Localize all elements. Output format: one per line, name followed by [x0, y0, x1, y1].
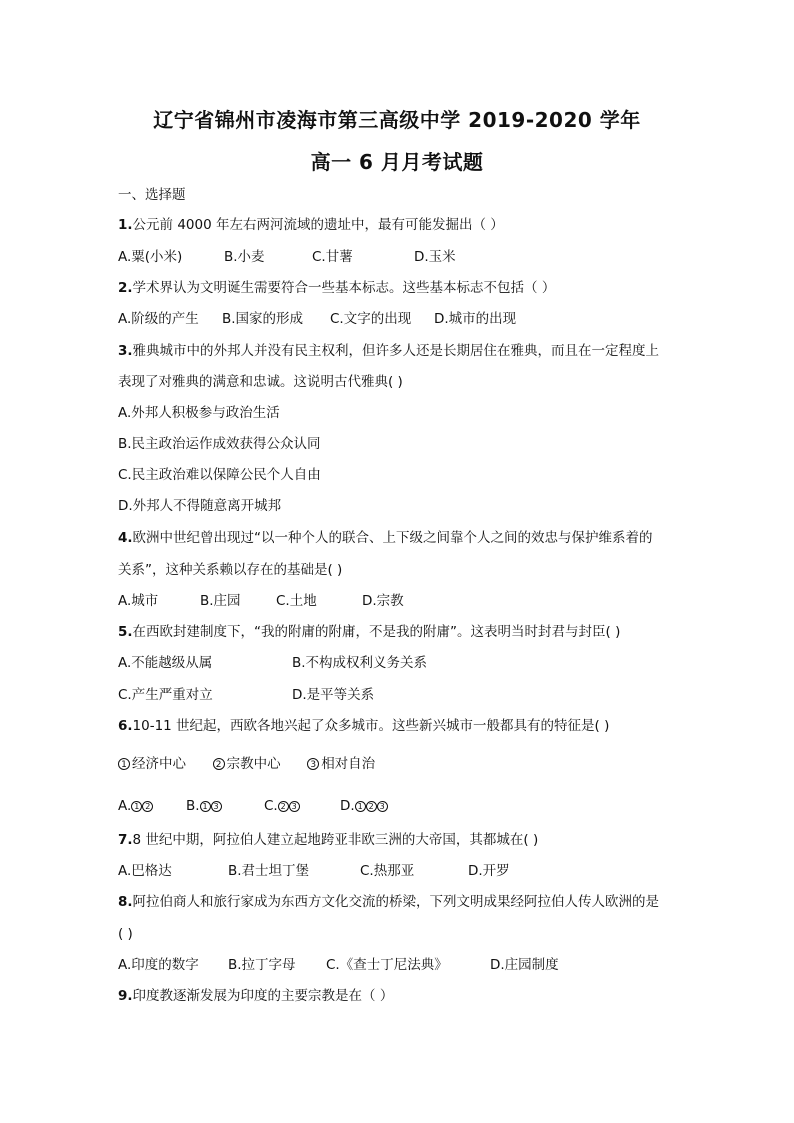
question-5-number: 5. [118, 624, 133, 640]
q4-option-d: D.宗教 [362, 593, 404, 609]
q2-option-a: A.阶级的产生 [118, 311, 199, 327]
question-4-number: 4. [118, 530, 133, 546]
q6-option-d-mark-2: 2 [366, 801, 377, 812]
exam-title-line2: 高一 6 月月考试题 [310, 150, 484, 174]
q3-option-c: C.民主政治难以保障公民个人自由 [118, 467, 321, 483]
q6-option-c [264, 797, 300, 815]
q7-option-b: B.君士坦丁堡 [228, 863, 310, 879]
question-7 [118, 831, 538, 849]
q1-option-d: D.玉米 [414, 249, 456, 265]
question-4 [118, 529, 653, 547]
question-3-text-line2: 表现了对雅典的满意和忠诚。这说明古代雅典( ) [118, 374, 403, 390]
q6-option-d-mark-1: 1 [355, 801, 366, 812]
question-6 [118, 717, 609, 735]
question-3-number: 3. [118, 343, 133, 359]
q6-option-b [186, 797, 222, 815]
question-8-number: 8. [118, 894, 133, 910]
question-2 [118, 279, 555, 297]
q6-item-1-mark: 1 [118, 758, 130, 770]
question-9-number: 9. [118, 988, 133, 1004]
question-3-text-line1: 雅典城市中的外邦人并没有民主权利，但许多人还是长期居住在雅典，而且在一定程度上 [132, 343, 660, 359]
q6-option-b-mark-1: 1 [200, 801, 211, 812]
q1-option-a: A.粟(小米) [118, 249, 183, 265]
q5-option-b: B.不构成权利义务关系 [292, 655, 428, 671]
question-6-text: 10-11 世纪起，西欧各地兴起了众多城市。这些新兴城市一般都具有的特征是( ) [132, 718, 610, 734]
q6-item-3-mark: 3 [307, 758, 319, 770]
q1-option-b: B.小麦 [224, 249, 265, 265]
question-8-text-line1: 阿拉伯商人和旅行家成为东西方文化交流的桥梁，下列文明成果经阿拉伯人传人欧洲的是 [132, 894, 660, 910]
q6-item-3: 相对自治 [321, 756, 376, 772]
q5-option-c: C.产生严重对立 [118, 687, 213, 703]
question-1-text: 公元前 4000 年左右两河流域的遗址中，最有可能发掘出（ ） [132, 217, 504, 233]
q8-option-d: D.庄园制度 [490, 957, 559, 973]
q3-option-d: D.外邦人不得随意离开城邦 [118, 498, 282, 514]
q5-option-a: A.不能越级从属 [118, 655, 213, 671]
q6-option-a [118, 797, 153, 815]
q7-option-a: A.巴格达 [118, 863, 172, 879]
question-5 [118, 623, 620, 641]
question-2-number: 2. [118, 280, 133, 296]
question-9 [118, 987, 393, 1005]
q4-option-b: B.庄园 [200, 593, 241, 609]
question-5-text: 在西欧封建制度下，“我的附庸的附庸，不是我的附庸”。这表明当时封君与封臣( ) [132, 624, 621, 640]
q6-option-b-label: B. [186, 798, 200, 814]
q2-option-c: C.文字的出现 [330, 311, 412, 327]
question-6-number: 6. [118, 718, 133, 734]
q6-statements [118, 755, 375, 773]
q6-option-c-mark-2: 3 [289, 801, 300, 812]
question-2-text: 学术界认为文明诞生需要符合一些基本标志。这些基本标志不包括（ ） [132, 280, 556, 296]
q7-option-c: C.热那亚 [360, 863, 415, 879]
q6-option-b-mark-2: 3 [211, 801, 222, 812]
question-9-text: 印度教逐渐发展为印度的主要宗教是在（ ） [132, 988, 394, 1004]
q2-option-d: D.城市的出现 [434, 311, 517, 327]
q6-item-2: 宗教中心 [226, 756, 281, 772]
q6-option-d-label: D. [340, 798, 355, 814]
question-8-text-line2: ( ) [118, 926, 133, 942]
q6-option-a-label: A. [118, 798, 132, 814]
q6-option-a-mark-1: 1 [131, 801, 142, 812]
question-1 [118, 216, 504, 234]
q6-option-d [340, 797, 388, 815]
q6-option-d-mark-3: 3 [377, 801, 388, 812]
q2-option-b: B.国家的形成 [222, 311, 304, 327]
exam-title-line1: 辽宁省锦州市凌海市第三高级中学 2019-2020 学年 [153, 108, 641, 132]
q7-option-d: D.开罗 [468, 863, 510, 879]
q8-option-c: C.《查士丁尼法典》 [326, 957, 448, 973]
question-8 [118, 893, 659, 911]
q6-option-a-mark-2: 2 [142, 801, 153, 812]
q4-option-a: A.城市 [118, 593, 159, 609]
question-7-text: 8 世纪中期，阿拉伯人建立起地跨亚非欧三洲的大帝国，其都城在( ) [132, 832, 539, 848]
q6-option-c-label: C. [264, 798, 278, 814]
q6-option-c-mark-1: 2 [278, 801, 289, 812]
q3-option-a: A.外邦人积极参与政治生活 [118, 405, 280, 421]
q3-option-b: B.民主政治运作成效获得公众认同 [118, 436, 321, 452]
question-4-text-line2: 关系”，这种关系赖以存在的基础是( ) [118, 562, 343, 578]
q6-item-2-mark: 2 [213, 758, 225, 770]
question-1-number: 1. [118, 217, 133, 233]
question-7-number: 7. [118, 832, 133, 848]
section-heading: 一、选择题 [118, 187, 186, 203]
q4-option-c: C.土地 [276, 593, 317, 609]
question-4-text-line1: 欧洲中世纪曾出现过“以一种个人的联合、上下级之间靠个人之间的效忠与保护维系着的 [132, 530, 653, 546]
q5-option-d: D.是平等关系 [292, 687, 375, 703]
q8-option-a: A.印度的数字 [118, 957, 199, 973]
q6-item-1: 经济中心 [132, 756, 186, 772]
question-3 [118, 342, 659, 360]
q8-option-b: B.拉丁字母 [228, 957, 296, 973]
q1-option-c: C.甘薯 [312, 249, 353, 265]
